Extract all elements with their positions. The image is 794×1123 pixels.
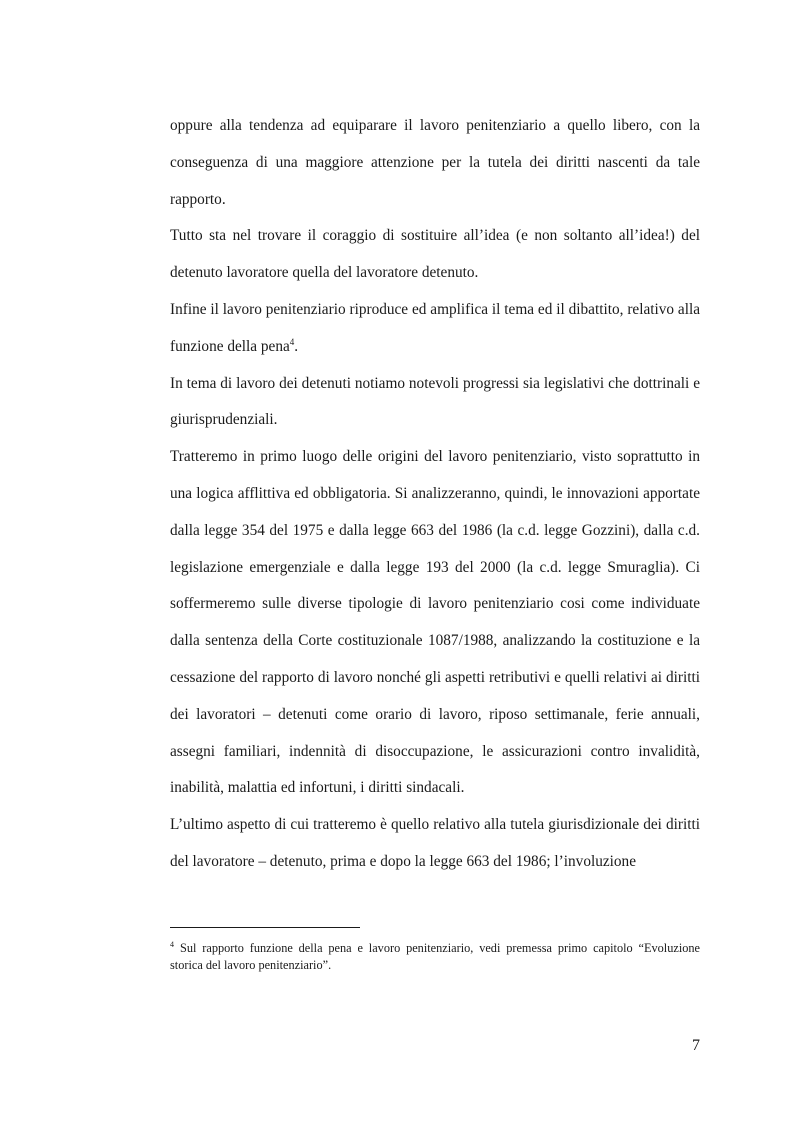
footnote-divider — [170, 927, 360, 928]
footnote — [170, 940, 700, 973]
footnote-number: 4 — [170, 939, 174, 949]
paragraph-3-text: Infine il lavoro penitenziario riproduce ed amplifica il tema ed il dibattito, relativo alla funzione della pena — [170, 300, 700, 355]
paragraph-4: In tema di lavoro dei detenuti notiamo notevoli progressi sia legislativi che dottrinali e giurisprudenziali. — [170, 374, 700, 429]
paragraph-6: L’ultimo aspetto di cui tratteremo è quello relativo alla tutela giurisdizionale dei diritti del lavoratore – detenuto, prima e dopo la legge 663 del 1986; l’involuzione — [170, 816, 700, 870]
paragraph-5: Tratteremo in primo luogo delle origini del lavoro penitenziario, visto soprattutto in una logica afflittiva ed obbligatoria. Si analizzeranno, quindi, le innovazioni apportate dalla legge 354 del 1975 e dalla legge 663 del 1986 (la c.d. legge Gozzini), dalla c.d. legislazione emergenziale e dalla legge 193 del 2000 (la c.d. legge Smuraglia). Ci soffermeremo sulle diverse tipologie di lavoro penitenziario cosi come individuate dalla sentenza della Corte costituzionale 1087/1988, analizzando la costituzione e la cessazione del rapporto di lavoro nonché gli aspetti retributivi e quelli relativi ai diritti dei lavoratori – detenuti come orario di lavoro, riposo settimanale, ferie annuali, assegni familiari, indennità di disoccupazione, le assicurazioni contro invalidità, inabilità, malattia ed infortuni, i diritti sindacali. — [170, 448, 700, 797]
footnote-reference[interactable]: 4 — [289, 336, 295, 347]
body-text — [170, 108, 700, 881]
page-number: 7 — [692, 1037, 700, 1054]
paragraph-2: Tutto sta nel trovare il coraggio di sostituire all’idea (e non soltanto all’idea!) del detenuto lavoratore quella del lavoratore detenuto. — [170, 227, 700, 282]
paragraph-3 — [170, 292, 700, 366]
footnote-text: Sul rapporto funzione della pena e lavoro penitenziario, vedi premessa primo capitolo “Evoluzione storica del lavoro penitenziario”. — [170, 941, 700, 972]
paragraph-1: oppure alla tendenza ad equiparare il lavoro penitenziario a quello libero, con la conseguenza di una maggiore attenzione per la tutela dei diritti nascenti da tale rapporto. — [170, 117, 700, 208]
paragraph-3-end: . — [294, 337, 299, 355]
